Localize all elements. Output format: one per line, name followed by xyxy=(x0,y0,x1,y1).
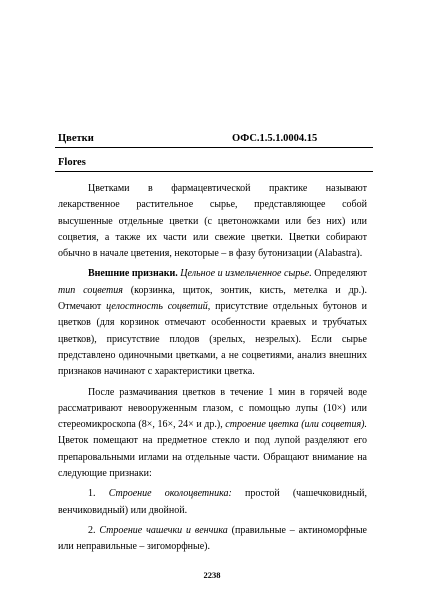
document-body xyxy=(58,181,367,560)
list-item-number: 2. xyxy=(88,524,96,536)
header-divider-bottom xyxy=(55,171,373,172)
subheading-whole-raw-material: Цельное и измельченное сырье. xyxy=(180,268,312,280)
text-fragment: После размачивания цветков в течение 1 мин в горячей воде рассматривают невооруженным глазом, с помощью лупы (10×) или стереомикроскопа (8×, 16×, 24× и др.), xyxy=(58,386,367,431)
list-item-label: Строение околоцветника: xyxy=(108,488,232,500)
list-item-text: (правильные – актиноморфные или неправильные – зигоморфные). xyxy=(58,524,367,553)
monograph-title: Цветки xyxy=(58,133,94,144)
list-item-label: Строение чашечки и венчика xyxy=(99,524,228,536)
term-flower-structure: строение цветка (или соцветия). xyxy=(225,419,367,431)
page-number: 2238 xyxy=(203,570,221,580)
text-fragment: присутствие отдельных бутонов и цветков (для корзинок отмечают особенности краевых и трубчатых цветков), присутствие плодов (зрелых, незрелых). Если сырье представлено одиночными цветками, а не соцветиями, анализ внешних признаков начинают с характеристики цветка. xyxy=(58,301,368,378)
paragraph-soaking-procedure xyxy=(58,385,367,483)
list-item-number: 1. xyxy=(88,488,96,500)
header-divider-top xyxy=(55,147,373,148)
paragraph-external-features xyxy=(58,266,367,380)
list-item-text: простой (чашечковидный, венчиковидный) или двойной. xyxy=(58,488,368,516)
text-fragment: Цветок помещают на предметное стекло и под лупой разделяют его препаровальными иглами на отдельные части. Обращают внимание на следующие признаки: xyxy=(58,435,367,480)
monograph-code: ОФС.1.5.1.0004.15 xyxy=(232,133,318,144)
list-item-perianth xyxy=(58,486,367,519)
section-heading-external-features: Внешние признаки. xyxy=(88,268,178,280)
text-fragment: Определяют xyxy=(314,268,368,280)
text-fragment: (корзинка, щиток, зонтик, кисть, метелка и др.). Отмечают xyxy=(58,284,367,313)
paragraph-definition: Цветками в фармацевтической практике называют лекарственное растительное сырье, представляющее собой высушенные отдельные цветки (с цветоножками или без них) или соцветия, а также их части или свежие цветки. Цветки собирают обычно в начале цветения, некоторые – в фазу бутонизации (Alabastra). xyxy=(58,183,367,260)
list-item-calyx-corolla xyxy=(58,523,367,556)
monograph-latin-name: Flores xyxy=(58,157,86,168)
term-inflorescence-integrity: целостность соцветий, xyxy=(106,301,211,313)
term-inflorescence-type: тип соцветия xyxy=(58,284,123,296)
